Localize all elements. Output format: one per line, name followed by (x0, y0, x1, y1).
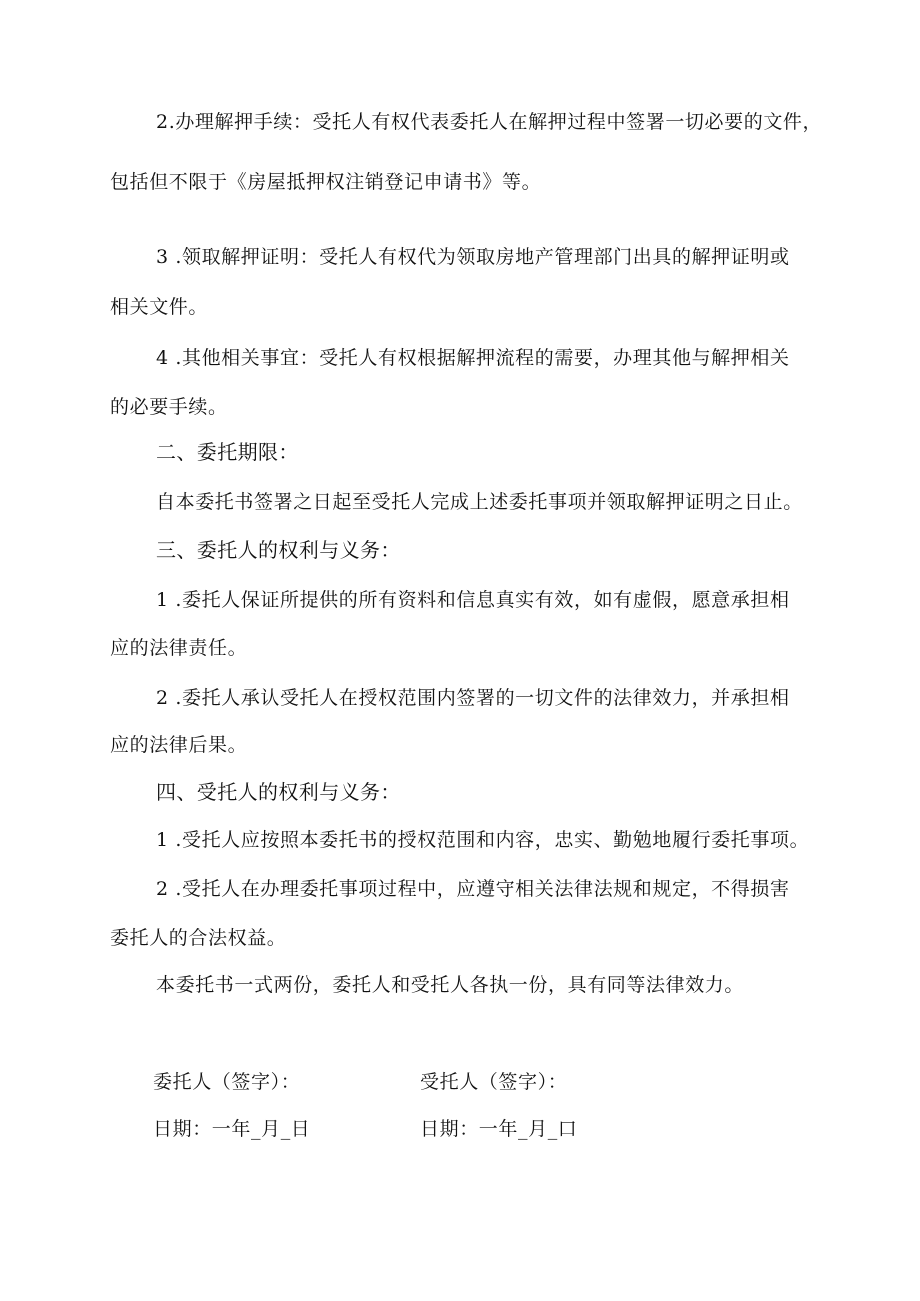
clause-collect-certificate-line2: 相关文件。 (110, 296, 209, 318)
principal-date: 日期：一年_月_日 (153, 1118, 311, 1140)
principal-item-2-line2: 应的法律后果。 (110, 734, 248, 756)
section-principal-rights-heading: 三、委托人的权利与义务： (156, 538, 401, 562)
principal-item-2-line1: 2 .委托人承认受托人在授权范围内签署的一切文件的法律效力，并承担相 (156, 687, 790, 709)
section-term-body: 自本委托书签署之日起至受托人完成上述委托事项并领取解押证明之日止。 (156, 491, 803, 513)
principal-item-1-line2: 应的法律责任。 (110, 637, 248, 659)
principal-item-1-line1: 1 .委托人保证所提供的所有资料和信息真实有效，如有虚假，愿意承担相 (156, 589, 790, 611)
clause-other-matters-line2: 的必要手续。 (110, 396, 228, 418)
section-term-heading: 二、委托期限： (156, 440, 299, 464)
agent-signature-label: 受托人（签字）： (420, 1071, 568, 1093)
agent-item-2-line1: 2 .受托人在办理委托事项过程中，应遵守相关法律法规和规定，不得损害 (156, 878, 790, 900)
clause-handle-release-line2: 包括但不限于《房屋抵押权注销登记申请书》等。 (110, 171, 542, 193)
section-agent-rights-heading: 四、受托人的权利与义务： (156, 780, 401, 804)
closing-statement: 本委托书一式两份，委托人和受托人各执一份，具有同等法律效力。 (156, 974, 745, 996)
agent-item-2-line2: 委托人的合法权益。 (110, 927, 287, 949)
agent-item-1-line1: 1 .受托人应按照本委托书的授权范围和内容，忠实、勤勉地履行委托事项。 (156, 829, 810, 851)
clause-collect-certificate-line1: 3 .领取解押证明：受托人有权代为领取房地产管理部门出具的解押证明或 (156, 246, 790, 268)
clause-handle-release-line1: 2.办理解押手续：受托人有权代表委托人在解押过程中签署一切必要的文件， (156, 111, 823, 133)
clause-other-matters-line1: 4 .其他相关事宜：受托人有权根据解押流程的需要，办理其他与解押相关 (156, 347, 790, 369)
principal-signature-label: 委托人（签字）： (153, 1071, 301, 1093)
agent-date: 日期：一年_月_口 (420, 1118, 578, 1140)
